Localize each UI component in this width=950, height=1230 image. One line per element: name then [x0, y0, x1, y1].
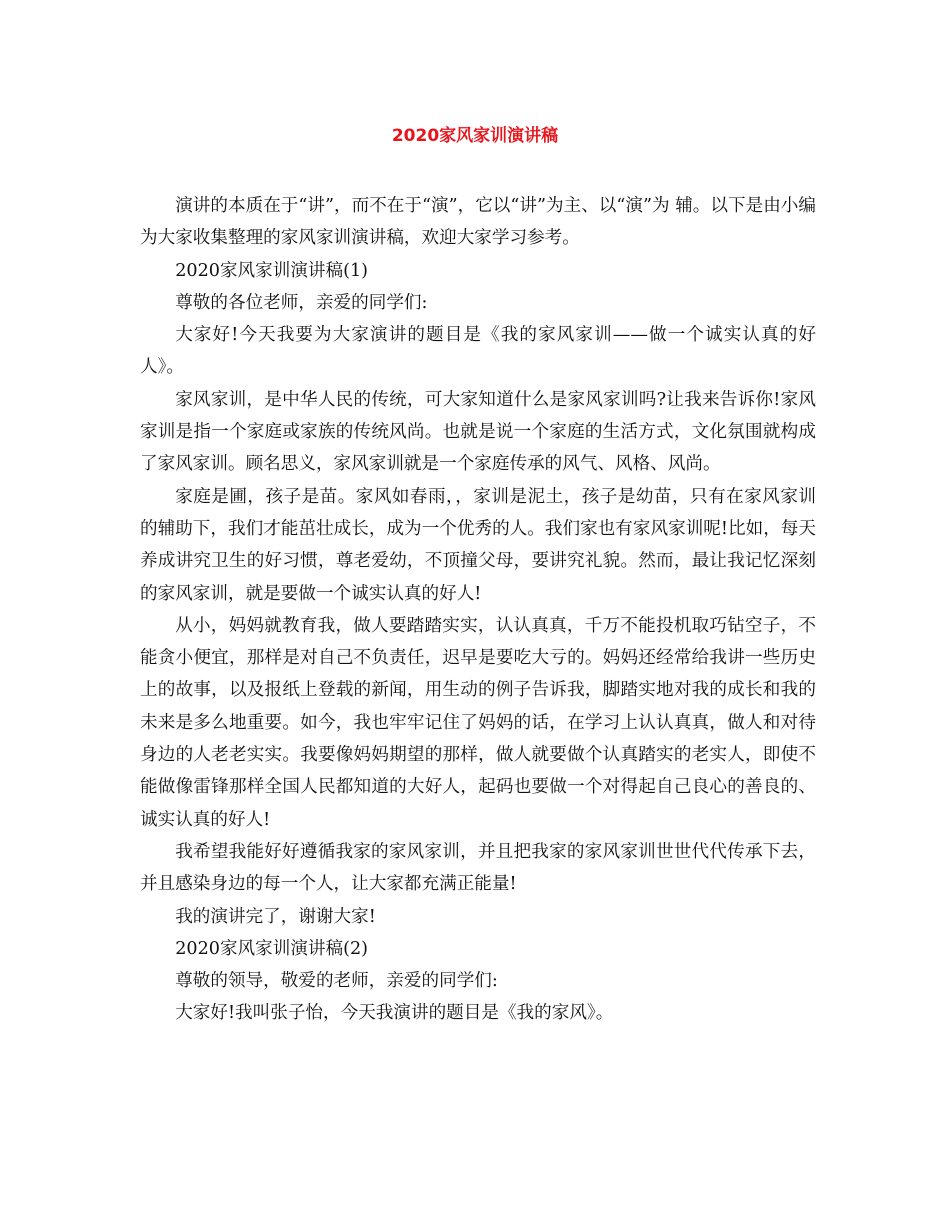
paragraph-definition: 家风家训，是中华人民的传统，可大家知道什么是家风家训吗?让我来告诉你!家风家训是指一个家庭或家族的传统风尚。也就是说一个家庭的生活方式，文化氛围就构成了家风家训。顾名思义，家风家训就是一个家庭传承的风气、风格、风尚。 — [140, 389, 816, 475]
paragraph-greeting-1: 大家好!今天我要为大家演讲的题目是《我的家风家训——做一个诚实认真的好人》。 — [140, 325, 816, 378]
paragraph-hope: 我希望我能好好遵循我家的家风家训，并且把我家的家风家训世世代代传承下去，并且感染身边的每一个人，让大家都充满正能量! — [140, 841, 816, 895]
document-title: 2020家风家训演讲稿 — [391, 126, 559, 146]
salutation-1: 尊敬的各位老师，亲爱的同学们: — [175, 292, 428, 313]
paragraph-intro: 演讲的本质在于“讲”，而不在于“演”，它以“讲”为主、以“演”为 辅。以下是由小编为大家收集整理的家风家训演讲稿，欢迎大家学习参考。 — [140, 196, 816, 249]
salutation-2: 尊敬的领导，敬爱的老师，亲爱的同学们: — [175, 971, 498, 992]
paragraph-closing: 我的演讲完了，谢谢大家! — [175, 906, 376, 927]
paragraph-mother: 从小，妈妈就教育我，做人要踏踏实实，认认真真，千万不能投机取巧钻空子，不能贪小便宜，那样是对自己不负责任，迟早是要吃大亏的。妈妈还经常给我讲一些历史上的故事，以及报纸上登载的新闻，用生动的例子告诉我，脚踏实地对我的成长和我的未来是多么地重要。如今，我也牢牢记住了妈妈的话，在学习上认认真真，做人和对待身边的人老老实实。我要像妈妈期望的那样，做人就要做个认真踏实的老实人，即使不能做像雷锋那样全国人民都知道的大好人，起码也要做一个对得起自己良心的善良的、诚实认真的好人! — [140, 615, 816, 830]
section-heading-1: 2020家风家训演讲稿(1) — [175, 260, 369, 281]
paragraph-garden: 家庭是圃，孩子是苗。家风如春雨，，家训是泥土，孩子是幼苗，只有在家风家训的辅助下，我们才能茁壮成长，成为一个优秀的人。我们家也有家风家训呢!比如，每天养成讲究卫生的好习惯，尊老爱幼，不顶撞父母，要讲究礼貌。然而，最让我记忆深刻的家风家训，就是要做一个诚实认真的好人! — [140, 486, 816, 604]
paragraph-greeting-2: 大家好!我叫张子怡，今天我演讲的题目是《我的家风》。 — [175, 1003, 614, 1024]
document-body — [140, 190, 816, 1030]
section-heading-2: 2020家风家训演讲稿(2) — [175, 938, 369, 959]
